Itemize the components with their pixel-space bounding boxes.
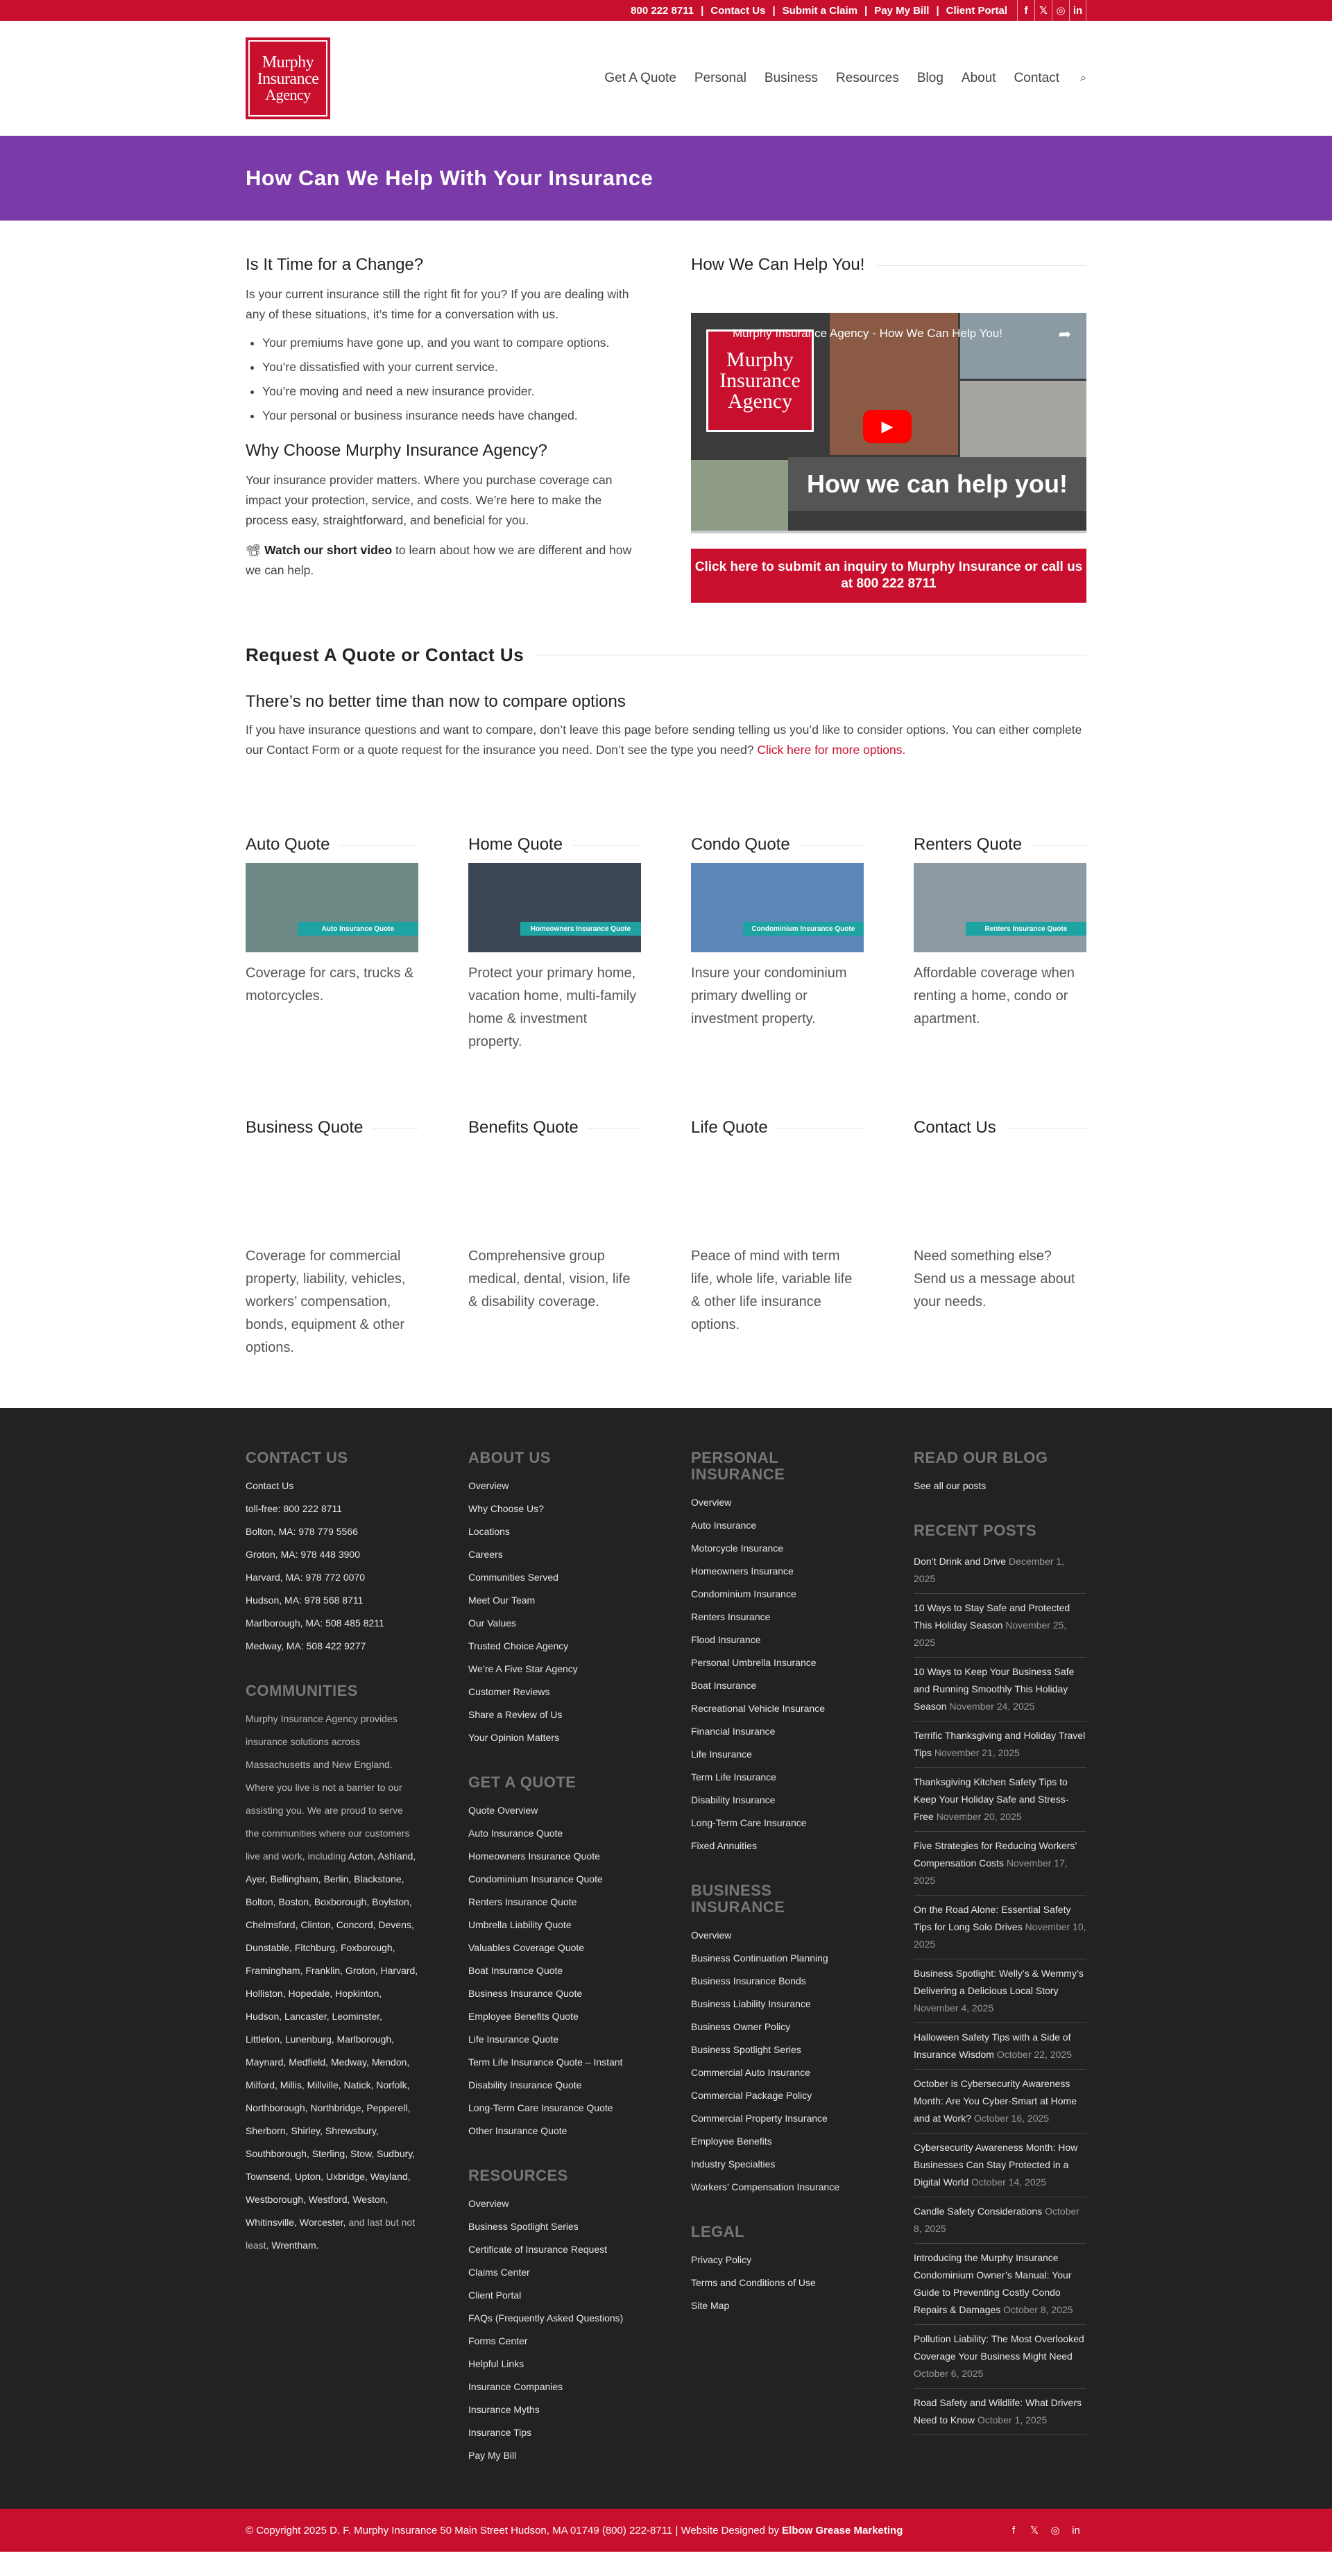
communities-last: Wrentham. [271, 2240, 319, 2251]
recent-post-item[interactable] [914, 2070, 1086, 2133]
footer-link[interactable]: Commercial Property Insurance [691, 2113, 828, 2124]
designer-link[interactable]: Elbow Grease Marketing [782, 2524, 903, 2536]
quote-card-title[interactable] [691, 835, 864, 855]
footer-link[interactable]: Claims Center [468, 2267, 530, 2278]
communities-text [246, 1708, 418, 2257]
submit-claim-link[interactable]: Submit a Claim [782, 4, 858, 17]
recent-post-item[interactable] [914, 1768, 1086, 1832]
personal-list [691, 1491, 864, 1857]
footer-col-contact [246, 1450, 418, 2467]
blog-list [914, 1475, 1086, 1497]
recent-post-item[interactable] [914, 2325, 1086, 2389]
footer-link[interactable]: Business Spotlight Series [468, 2221, 579, 2232]
help-heading [691, 255, 1086, 275]
intro-left-column [246, 255, 641, 603]
footer-link[interactable]: Client Portal [468, 2290, 522, 2301]
recent-post-item[interactable] [914, 2197, 1086, 2244]
resources-list [468, 2192, 641, 2467]
video-thumb-tile [960, 313, 1086, 379]
logo-line: Murphy [262, 53, 314, 71]
condo-quote-image[interactable] [691, 863, 864, 952]
recent-post-item[interactable] [914, 1896, 1086, 1959]
business-list [691, 1924, 864, 2199]
recent-post-item[interactable] [914, 1959, 1086, 2023]
pay-bill-link[interactable]: Pay My Bill [874, 4, 930, 17]
video-logo-line: Agency [727, 390, 793, 413]
footer-link[interactable]: Boat Insurance [691, 1680, 757, 1691]
footer-heading: RECENT POSTS [914, 1522, 1037, 1539]
recent-post-date: October 14, 2025 [971, 2176, 1047, 2188]
footer-link[interactable]: Long-Term Care Insurance [691, 1817, 807, 1828]
quote-card-title-text: Home Quote [468, 835, 563, 854]
quote-card-condo [691, 809, 864, 1054]
recent-post-date: November 20, 2025 [936, 1811, 1022, 1822]
footer-link[interactable]: Homeowners Insurance Quote [468, 1851, 600, 1862]
footer-link[interactable]: Groton, MA: 978 448 3900 [246, 1549, 360, 1560]
footer-link[interactable]: Workers’ Compensation Insurance [691, 2181, 839, 2192]
quote-list [468, 1799, 641, 2143]
quote-card-text: Peace of mind with term life, whole life, variable life & other life insurance options. [691, 1248, 853, 1332]
recent-post-date: October 22, 2025 [996, 2049, 1073, 2060]
why-text: Your insurance provider matters. Where you purchase coverage can impact your protection, service, and costs. We’re here to make the process easy, straightforward, and beneficial for you. [246, 473, 613, 527]
recent-post-title[interactable]: Pollution Liability: The Most Overlooked Coverage Your Business Might Need [914, 2333, 1084, 2362]
footer-link[interactable]: Renters Insurance [691, 1611, 771, 1622]
footer-link[interactable]: Commercial Auto Insurance [691, 2067, 810, 2078]
renters-quote-image[interactable] [914, 863, 1086, 952]
nav-about[interactable]: About [961, 71, 996, 85]
footer-link[interactable]: Life Insurance [691, 1749, 752, 1760]
quote-card-benefits [468, 1092, 641, 1359]
footer-link[interactable]: Personal Umbrella Insurance [691, 1657, 817, 1668]
recent-post-title[interactable]: Candle Safety Considerations [914, 2206, 1043, 2217]
why-heading: Why Choose Murphy Insurance Agency? [246, 441, 547, 460]
recent-post-title[interactable]: 10 Ways to Keep Your Business Safe and Running Smoothly This Holiday Season [914, 1666, 1075, 1712]
footer-link[interactable]: Disability Insurance Quote [468, 2079, 582, 2090]
nav-resources[interactable]: Resources [836, 71, 899, 85]
recent-post-title[interactable]: Introducing the Murphy Insurance Condominium Owner’s Manual: Your Guide to Preventing Costly Condo Repairs & Damages [914, 2252, 1072, 2315]
recent-post-date: November 10, 2025 [914, 1921, 1086, 1950]
footer-heading: RESOURCES [468, 2167, 568, 2184]
quote-row [246, 1092, 1086, 1359]
copyright-text: © Copyright 2025 D. F. Murphy Insurance 50 Main Street Hudson, MA 01749 (800) 222-8711 | Website Designed by [246, 2524, 783, 2536]
footer-link[interactable]: Umbrella Liability Quote [468, 1919, 572, 1930]
facebook-icon[interactable]: f [1017, 0, 1034, 21]
footer-link[interactable]: Certificate of Insurance Request [468, 2244, 607, 2255]
quote-card-title[interactable] [468, 1118, 641, 1137]
footer-link[interactable]: Meet Our Team [468, 1595, 536, 1606]
footer-link[interactable]: Insurance Companies [468, 2381, 563, 2392]
footer-link[interactable]: Forms Center [468, 2335, 528, 2346]
footer-link[interactable]: Disability Insurance [691, 1794, 776, 1805]
quote-card-text: Protect your primary home, vacation home, multi-family home & investment property. [468, 965, 637, 1049]
footer-link[interactable]: Long-Term Care Insurance Quote [468, 2102, 613, 2113]
video-progress-bar [691, 531, 1086, 533]
video-logo-line: Insurance [719, 369, 801, 392]
footer-link[interactable]: Business Owner Policy [691, 2021, 791, 2032]
intro-section [0, 221, 1332, 603]
nav-personal[interactable]: Personal [694, 71, 746, 85]
change-bullets [262, 333, 641, 426]
intro-right-column [691, 255, 1086, 603]
client-portal-link[interactable]: Client Portal [946, 4, 1007, 17]
film-icon: 📽 [246, 543, 262, 557]
video-caption: How we can help you! [788, 457, 1086, 511]
site-header [0, 21, 1332, 136]
change-heading: Is It Time for a Change? [246, 255, 424, 274]
contact-quote-image[interactable] [914, 1146, 1086, 1235]
linkedin-icon[interactable]: in [1069, 0, 1086, 21]
video-note-rest: to learn about how we are different and how we can help. [246, 543, 632, 577]
nav-contact[interactable]: Contact [1014, 71, 1060, 85]
video-player[interactable] [691, 313, 1086, 533]
footer-heading: CONTACT US [246, 1449, 348, 1466]
recent-post-date: October 1, 2025 [977, 2414, 1048, 2425]
play-icon[interactable]: ▶ [863, 410, 912, 443]
quote-image-tag: Renters Insurance Quote [966, 922, 1086, 936]
instagram-icon[interactable]: ◎ [1052, 0, 1069, 21]
contact-us-link[interactable]: Contact Us [710, 4, 766, 17]
see-all-posts-link[interactable]: See all our posts [914, 1480, 987, 1491]
page-title: How Can We Help With Your Insurance [246, 166, 654, 190]
separator: | [772, 4, 776, 17]
footer-link[interactable]: Harvard, MA: 978 772 0070 [246, 1572, 365, 1583]
footer-link[interactable]: Commercial Package Policy [691, 2090, 812, 2101]
video-logo [706, 329, 814, 432]
recent-post-title[interactable]: Five Strategies for Reducing Workers’ Compensation Costs [914, 1840, 1077, 1869]
legal-list [691, 2249, 864, 2317]
recent-post-title[interactable]: 10 Ways to Stay Safe and Protected This Holiday Season [914, 1602, 1070, 1631]
instagram-icon[interactable]: ◎ [1050, 2525, 1060, 2536]
footer-link[interactable]: Terms and Conditions of Use [691, 2277, 816, 2288]
change-text: Is your current insurance still the right fit for you? If you are dealing with any of these situations, it’s time for a conversation with us. [246, 287, 629, 321]
footer-link[interactable]: Customer Reviews [468, 1686, 550, 1697]
top-bar [0, 0, 1332, 21]
site-footer [0, 1408, 1332, 2509]
quote-card-title-text: Contact Us [914, 1118, 996, 1137]
footer-link[interactable]: Helpful Links [468, 2358, 524, 2369]
quote-card-text: Affordable coverage when renting a home, condo or apartment. [914, 965, 1075, 1027]
recent-post-date: October 6, 2025 [914, 2368, 984, 2379]
quote-card-title[interactable] [468, 835, 641, 855]
logo-line: Agency [265, 86, 311, 103]
bullet-item: • You’re dissatisfied with your current service. [262, 357, 641, 377]
separator: | [936, 4, 939, 17]
recent-post-title[interactable]: Halloween Safety Tips with a Side of Insurance Wisdom [914, 2032, 1071, 2060]
footer-link[interactable]: Medway, MA: 508 422 9277 [246, 1640, 366, 1651]
footer-link[interactable]: Auto Insurance [691, 1520, 757, 1531]
recent-post-item[interactable] [914, 1832, 1086, 1896]
recent-post-item[interactable] [914, 1594, 1086, 1658]
recent-post-date: November 21, 2025 [934, 1747, 1020, 1758]
communities-intro: Murphy Insurance Agency provides insurance solutions across Massachusetts and New England. Where you live is not a barrier to our assisting you. We are proud to serve the communities where our customers live and work, including [246, 1713, 410, 1862]
footer-link[interactable]: FAQs (Frequently Asked Questions) [468, 2312, 624, 2324]
separator: | [864, 4, 868, 17]
quote-image-tag: Condominium Insurance Quote [743, 922, 864, 936]
footer-heading: READ OUR BLOG [914, 1449, 1048, 1466]
footer-link[interactable]: Hudson, MA: 978 568 8711 [246, 1595, 364, 1606]
about-list [468, 1475, 641, 1749]
main-nav [586, 71, 1086, 86]
footer-link[interactable]: Business Continuation Planning [691, 1952, 828, 1964]
footer-link[interactable]: Insurance Tips [468, 2427, 532, 2438]
footer-link[interactable]: Business Spotlight Series [691, 2044, 801, 2055]
recent-post-item[interactable] [914, 2023, 1086, 2070]
footer-heading: ABOUT US [468, 1449, 551, 1466]
footer-link[interactable]: Careers [468, 1549, 503, 1560]
footer-link[interactable]: Overview [691, 1497, 732, 1508]
recent-post-item[interactable] [914, 2133, 1086, 2197]
recent-post-date: October 8, 2025 [914, 2206, 1079, 2234]
request-text-body: If you have insurance questions and want to compare, don’t leave this page before sending telling us you’d like to consider options. You can either complete our Contact Form or a quote request for the insurance you need. Don’t see the type you need? [246, 723, 1082, 757]
x-twitter-icon[interactable]: 𝕏 [1034, 0, 1052, 21]
quote-card-title[interactable] [246, 1118, 418, 1137]
share-icon[interactable]: ➦ [1058, 325, 1071, 343]
request-text [246, 720, 1086, 760]
quote-card-business [246, 1092, 418, 1359]
recent-post-item[interactable] [914, 2244, 1086, 2325]
footer-heading: LEGAL [691, 2223, 745, 2240]
footer-link[interactable]: Business Insurance Bonds [691, 1975, 806, 1986]
nav-blog[interactable]: Blog [916, 71, 944, 85]
quote-card-title-text: Life Quote [691, 1118, 768, 1137]
footer-link[interactable]: Valuables Coverage Quote [468, 1942, 585, 1953]
footer-link[interactable]: Employee Benefits Quote [468, 2011, 579, 2022]
footer-link[interactable]: Condominium Insurance Quote [468, 1873, 603, 1884]
footer-link[interactable]: Auto Insurance Quote [468, 1828, 563, 1839]
footer-link[interactable]: Life Insurance Quote [468, 2034, 558, 2045]
linkedin-icon[interactable]: in [1072, 2524, 1080, 2536]
quote-card-life [691, 1092, 864, 1359]
footer-link[interactable]: Renters Insurance Quote [468, 1896, 577, 1907]
recent-post-date: November 17, 2025 [914, 1857, 1068, 1886]
title-band [0, 136, 1332, 221]
quote-card-text: Coverage for commercial property, liability, vehicles, workers’ compensation, bonds, equipment & other options. [246, 1248, 406, 1355]
quote-image-tag: Auto Insurance Quote [298, 922, 418, 936]
footer-link[interactable]: Homeowners Insurance [691, 1565, 794, 1577]
quote-card-title[interactable] [691, 1118, 864, 1137]
footer-link[interactable]: Share a Review of Us [468, 1709, 563, 1720]
request-heading-text: Request A Quote or Contact Us [246, 644, 524, 665]
heading-divider [877, 265, 1086, 266]
footer-link[interactable]: Locations [468, 1526, 510, 1537]
footer-link[interactable]: Trusted Choice Agency [468, 1640, 569, 1651]
copyright [246, 2525, 903, 2536]
bottom-bar [0, 2509, 1332, 2552]
footer-col-about [468, 1450, 641, 2467]
footer-link[interactable]: Financial Insurance [691, 1726, 776, 1737]
nav-business[interactable]: Business [764, 71, 819, 85]
footer-link[interactable]: Why Choose Us? [468, 1503, 544, 1514]
recent-post-title[interactable]: Cybersecurity Awareness Month: How Businesses Can Stay Protected in a Digital World [914, 2142, 1078, 2188]
footer-col-personal [691, 1450, 864, 2467]
footer-heading: BUSINESS INSURANCE [691, 1882, 785, 1916]
footer-link[interactable]: Industry Specialties [691, 2158, 776, 2170]
contact-list [246, 1475, 418, 1658]
footer-heading: GET A QUOTE [468, 1774, 577, 1791]
footer-link[interactable]: Overview [691, 1930, 732, 1941]
recent-post-date: November 25, 2025 [914, 1620, 1067, 1648]
more-options-link[interactable]: Click here for more options. [757, 743, 906, 757]
bullet-item: • Your personal or business insurance needs have changed. [262, 406, 641, 426]
quote-card-title[interactable] [914, 835, 1086, 855]
footer-link[interactable]: Pay My Bill [468, 2450, 517, 2461]
footer-link[interactable]: We’re A Five Star Agency [468, 1663, 578, 1674]
footer-link[interactable]: Marlborough, MA: 508 485 8211 [246, 1617, 384, 1629]
footer-link[interactable]: Insurance Myths [468, 2404, 540, 2415]
recent-post-title[interactable]: Business Spotlight: Welly’s & Wemmy’s Delivering a Delicious Local Story [914, 1968, 1084, 1996]
footer-heading: COMMUNITIES [246, 1682, 358, 1699]
footer-social-links [1003, 2520, 1086, 2541]
quote-card-title[interactable] [246, 835, 418, 855]
communities-list: Acton, Ashland, Ayer, Bellingham, Berlin, Blackstone, Bolton, Boston, Boxborough, Boylston, Chelmsford, Clinton, Concord, Devens, Dunstable, Fitchburg, Foxborough, Framingham, Franklin, Groton, Harvard, Holliston, Hopedale, Hopkinton, Hudson, Lancaster, Leominster, Littleton, Lunenburg, Marlborough, Maynard, Medfield, Medway, Mendon, Milford, Millis, Millville, Natick, Norfolk, Northborough, Northbridge, Pepperell, Sherborn, Shirley, Shrewsbury, Southborough, Sterling, Stow, Sudbury, Townsend, Upton, Uxbridge, Wayland, Westborough, Westford, Weston, Whitinsville, Worcester, [246, 1851, 418, 2228]
recent-post-date: November 4, 2025 [914, 2002, 994, 2013]
quote-card-text: Coverage for cars, trucks & motorcycles. [246, 965, 414, 1004]
quote-card-text: Insure your condominium primary dwelling or investment property. [691, 965, 847, 1027]
nav-get-a-quote[interactable]: Get A Quote [604, 71, 676, 85]
agency-logo[interactable] [246, 37, 330, 119]
footer-link[interactable]: Motorcycle Insurance [691, 1543, 784, 1554]
benefits-quote-image[interactable] [468, 1146, 641, 1235]
recent-post-item[interactable] [914, 1658, 1086, 1721]
quote-row [246, 809, 1086, 1054]
recent-post-date: December 1, 2025 [914, 1556, 1065, 1584]
communities-end: and last but not least, [246, 2217, 416, 2251]
footer-link[interactable]: Our Values [468, 1617, 516, 1629]
footer-link[interactable]: Flood Insurance [691, 1634, 761, 1645]
footer-link[interactable]: Boat Insurance Quote [468, 1965, 563, 1976]
quote-card-home [468, 809, 641, 1054]
video-note [246, 540, 641, 581]
video-thumb-tile [691, 460, 788, 533]
video-title[interactable]: Murphy Insurance Agency - How We Can Help You! [733, 327, 1003, 340]
footer-link[interactable]: Business Liability Insurance [691, 1998, 811, 2009]
recent-post-item[interactable] [914, 2389, 1086, 2435]
quote-card-title-text: Auto Quote [246, 835, 330, 854]
footer-link[interactable]: Fixed Annuities [691, 1840, 757, 1851]
footer-heading: PERSONAL INSURANCE [691, 1449, 785, 1483]
inquiry-button[interactable]: Click here to submit an inquiry to Murphy Insurance or call us at 800 222 8711 [691, 549, 1086, 603]
quote-card-title-text: Condo Quote [691, 835, 790, 854]
footer-link[interactable]: Business Insurance Quote [468, 1988, 583, 1999]
business-quote-image[interactable] [246, 1146, 418, 1235]
footer-link[interactable]: Recreational Vehicle Insurance [691, 1703, 826, 1714]
video-logo-line: Murphy [726, 348, 794, 371]
recent-post-title[interactable]: Terrific Thanksgiving and Holiday Travel Tips [914, 1730, 1086, 1758]
footer-link[interactable]: Term Life Insurance [691, 1771, 776, 1783]
recent-posts-list [914, 1547, 1086, 2435]
recent-post-item[interactable] [914, 1721, 1086, 1768]
recent-post-item[interactable] [914, 1547, 1086, 1594]
quote-card-auto [246, 809, 418, 1054]
request-section [0, 603, 1332, 1359]
home-quote-image[interactable] [468, 863, 641, 952]
footer-link[interactable]: Site Map [691, 2300, 730, 2311]
footer-link[interactable]: Bolton, MA: 978 779 5566 [246, 1526, 358, 1537]
footer-link[interactable]: Overview [468, 1480, 509, 1491]
quote-image-tag: Homeowners Insurance Quote [520, 922, 641, 936]
footer-link[interactable]: Your Opinion Matters [468, 1732, 559, 1743]
quote-card-title-text: Business Quote [246, 1118, 364, 1137]
recent-post-title[interactable]: Thanksgiving Kitchen Safety Tips to Keep Your Holiday Safe and Stress-Free [914, 1776, 1069, 1822]
quote-card-renters [914, 809, 1086, 1054]
recent-post-date: October 16, 2025 [973, 2113, 1050, 2124]
footer-link[interactable]: Employee Benefits [691, 2136, 772, 2147]
footer-link[interactable]: Other Insurance Quote [468, 2125, 567, 2136]
recent-post-title[interactable]: Don’t Drink and Drive [914, 1556, 1007, 1567]
footer-link[interactable]: Term Life Insurance Quote – Instant [468, 2056, 623, 2068]
quote-card-title-text: Renters Quote [914, 835, 1023, 854]
phone-link[interactable]: 800 222 8711 [631, 4, 694, 17]
quote-card-text: Comprehensive group medical, dental, vision, life & disability coverage. [468, 1248, 631, 1310]
request-subheading: There’s no better time than now to compare options [246, 692, 626, 711]
quote-card-text: Need something else? Send us a message about your needs. [914, 1248, 1075, 1310]
facebook-icon[interactable]: f [1011, 2524, 1016, 2536]
social-links [1017, 0, 1086, 21]
video-thumb-tile [960, 381, 1086, 457]
quote-card-title[interactable] [914, 1118, 1086, 1137]
footer-link[interactable]: toll-free: 800 222 8711 [246, 1503, 343, 1514]
footer-link[interactable]: Privacy Policy [691, 2254, 752, 2265]
auto-quote-image[interactable] [246, 863, 418, 952]
watch-video-link[interactable]: Watch our short video [264, 543, 393, 557]
footer-link[interactable]: Condominium Insurance [691, 1588, 796, 1599]
bullet-item: • You’re moving and need a new insurance provider. [262, 381, 641, 402]
help-heading-text: How We Can Help You! [691, 255, 865, 274]
quote-card-title-text: Benefits Quote [468, 1118, 579, 1137]
recent-post-date: October 8, 2025 [1003, 2304, 1073, 2315]
footer-link[interactable]: Communities Served [468, 1572, 558, 1583]
x-twitter-icon[interactable]: 𝕏 [1030, 2525, 1039, 2536]
quote-card-contact [914, 1092, 1086, 1359]
recent-post-title[interactable]: On the Road Alone: Essential Safety Tips for Long Solo Drives [914, 1904, 1071, 1932]
logo-line: Insurance [257, 70, 319, 88]
footer-col-blog [914, 1450, 1086, 2467]
footer-link[interactable]: Overview [468, 2198, 509, 2209]
top-links [631, 5, 1007, 17]
recent-post-title[interactable]: Road Safety and Wildlife: What Drivers Need to Know [914, 2397, 1082, 2425]
recent-post-date: November 24, 2025 [949, 1701, 1035, 1712]
footer-link[interactable]: Quote Overview [468, 1805, 538, 1816]
search-icon[interactable]: ⌕ [1080, 72, 1086, 84]
separator: | [701, 4, 704, 17]
request-heading [246, 644, 1086, 666]
bullet-item: • Your premiums have gone up, and you want to compare options. [262, 333, 641, 353]
footer-link[interactable]: Contact Us [246, 1480, 294, 1491]
recent-post-title[interactable]: October is Cybersecurity Awareness Month: Are You Cyber-Smart at Home and at Work? [914, 2078, 1077, 2124]
life-quote-image[interactable] [691, 1146, 864, 1235]
